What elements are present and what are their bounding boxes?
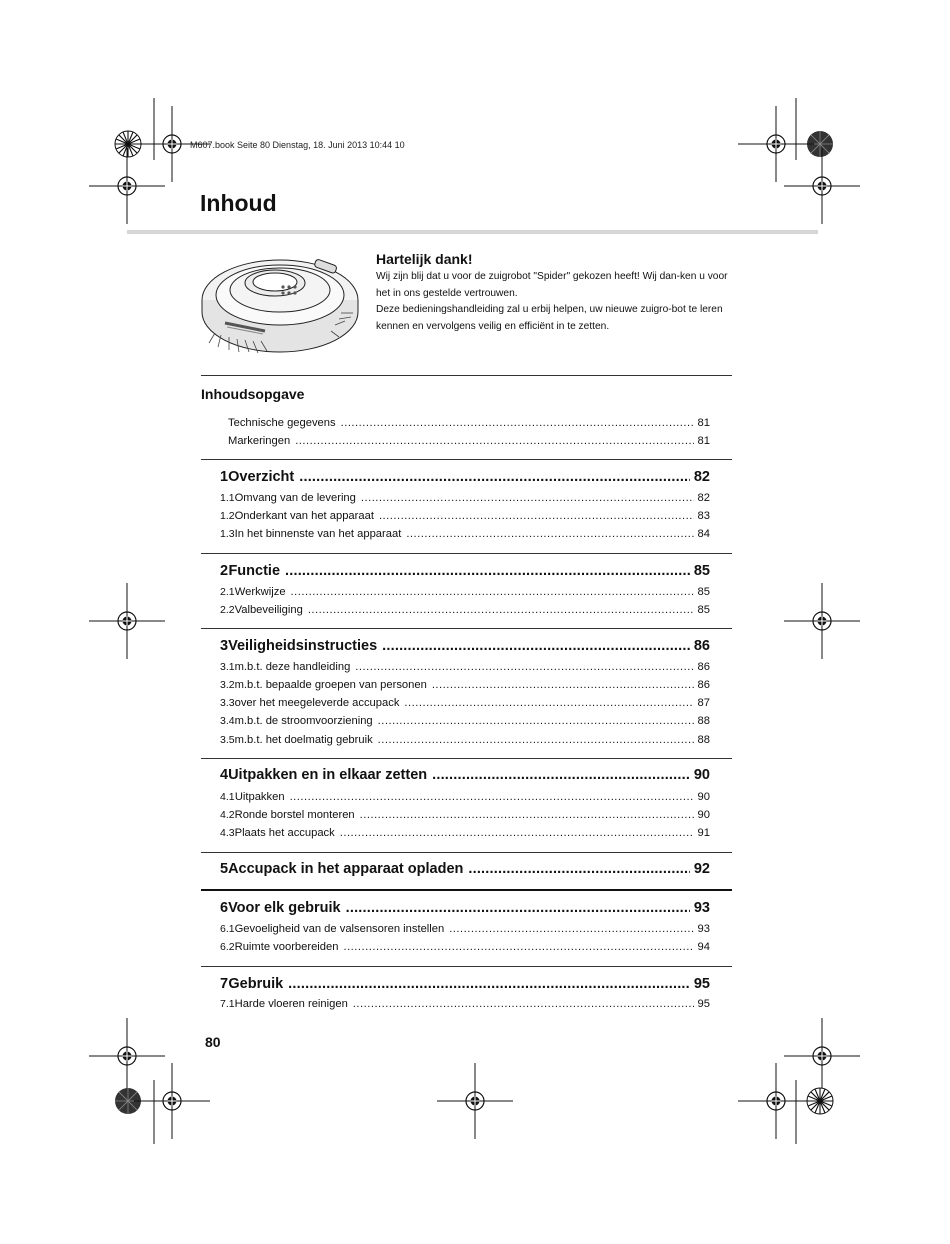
toc-chapter[interactable]: 4 Uitpakken en in elkaar zetten ..... 90: [220, 767, 710, 787]
robot-vacuum-illustration: [195, 245, 370, 365]
toc-entry[interactable]: 2.2 Valbeveiliging ..... 85: [220, 604, 710, 620]
chapter-rule: [201, 553, 732, 554]
toc-entry[interactable]: 3.3 over het meegeleverde accupack ..... 87: [220, 697, 710, 713]
toc-entry[interactable]: 6.2 Ruimte voorbereiden ..... 94: [220, 941, 710, 957]
chapter-rule: [201, 459, 732, 460]
toc-entry[interactable]: 4.2 Ronde borstel monteren ..... 90: [220, 809, 710, 825]
toc-entry-label: Markeringen: [228, 435, 291, 447]
chapter-rule: [201, 889, 732, 891]
toc-chapter[interactable]: 7 Gebruik ..... 95: [220, 976, 710, 996]
toc-entry[interactable]: 1.3 In het binnenste van het apparaat ..... 84: [220, 528, 710, 544]
toc-entry[interactable]: 7.1 Harde vloeren reinigen ..... 95: [220, 998, 710, 1014]
intro-paragraph-2: Deze bedieningshandleiding zal u erbij helpen, uw nieuwe zuigro-bot te leren kennen en vervolgens veilig en efficiënt in te zetten.: [376, 304, 723, 332]
print-header: M607.book Seite 80 Dienstag, 18. Juni 2013 10:44 10: [190, 140, 405, 150]
toc-entry[interactable]: 3.4 m.b.t. de stroomvoorziening ..... 88: [220, 715, 710, 731]
toc-entry[interactable]: [228, 435, 710, 451]
toc-entry[interactable]: 3.2 m.b.t. bepaalde groepen van personen ..... 86: [220, 679, 710, 695]
toc-entry[interactable]: 4.3 Plaats het accupack ..... 91: [220, 827, 710, 843]
toc-entry[interactable]: 2.1 Werkwijze ..... 85: [220, 586, 710, 602]
toc-chapter[interactable]: 2 Functie ..... 85: [220, 563, 710, 583]
chapter-rule: [201, 852, 732, 853]
toc-heading: Inhoudsopgave: [201, 386, 305, 402]
toc-chapter[interactable]: 5 Accupack in het apparaat opladen ..... 92: [220, 861, 710, 881]
toc-chapter[interactable]: 6 Voor elk gebruik ..... 93: [220, 900, 710, 920]
toc-entry-page: 81: [697, 435, 710, 447]
toc-entry[interactable]: 4.1 Uitpakken ..... 90: [220, 791, 710, 807]
toc-entry[interactable]: 1.1 Omvang van de levering ..... 82: [220, 492, 710, 508]
chapter-rule: [201, 966, 732, 967]
toc-entry[interactable]: 3.5 m.b.t. het doelmatig gebruik ..... 88: [220, 734, 710, 750]
title-rule: [127, 230, 818, 234]
toc-entry[interactable]: 3.1 m.b.t. deze handleiding ..... 86: [220, 661, 710, 677]
page-title: Inhoud: [200, 190, 277, 216]
page-number: 80: [205, 1034, 221, 1050]
toc-entry-page: 81: [697, 417, 710, 429]
section-rule: [201, 375, 732, 376]
toc-entry[interactable]: 1.2 Onderkant van het apparaat ..... 83: [220, 510, 710, 526]
intro-title: Hartelijk dank!: [376, 251, 473, 267]
toc-entry-label: Technische gegevens: [228, 417, 336, 429]
toc-entry[interactable]: [228, 417, 710, 433]
chapter-rule: [201, 628, 732, 629]
toc-entry[interactable]: 6.1 Gevoeligheid van de valsensoren instellen ..... 93: [220, 923, 710, 939]
toc-chapter[interactable]: 3 Veiligheidsinstructies ..... 86: [220, 638, 710, 658]
intro-paragraph-1: Wij zijn blij dat u voor de zuigrobot "Spider" gekozen heeft! Wij dan-ken u voor het in ons gestelde vertrouwen.: [376, 271, 728, 299]
toc-chapter[interactable]: 1 Overzicht ..... 82: [220, 469, 710, 489]
chapter-rule: [201, 758, 732, 759]
